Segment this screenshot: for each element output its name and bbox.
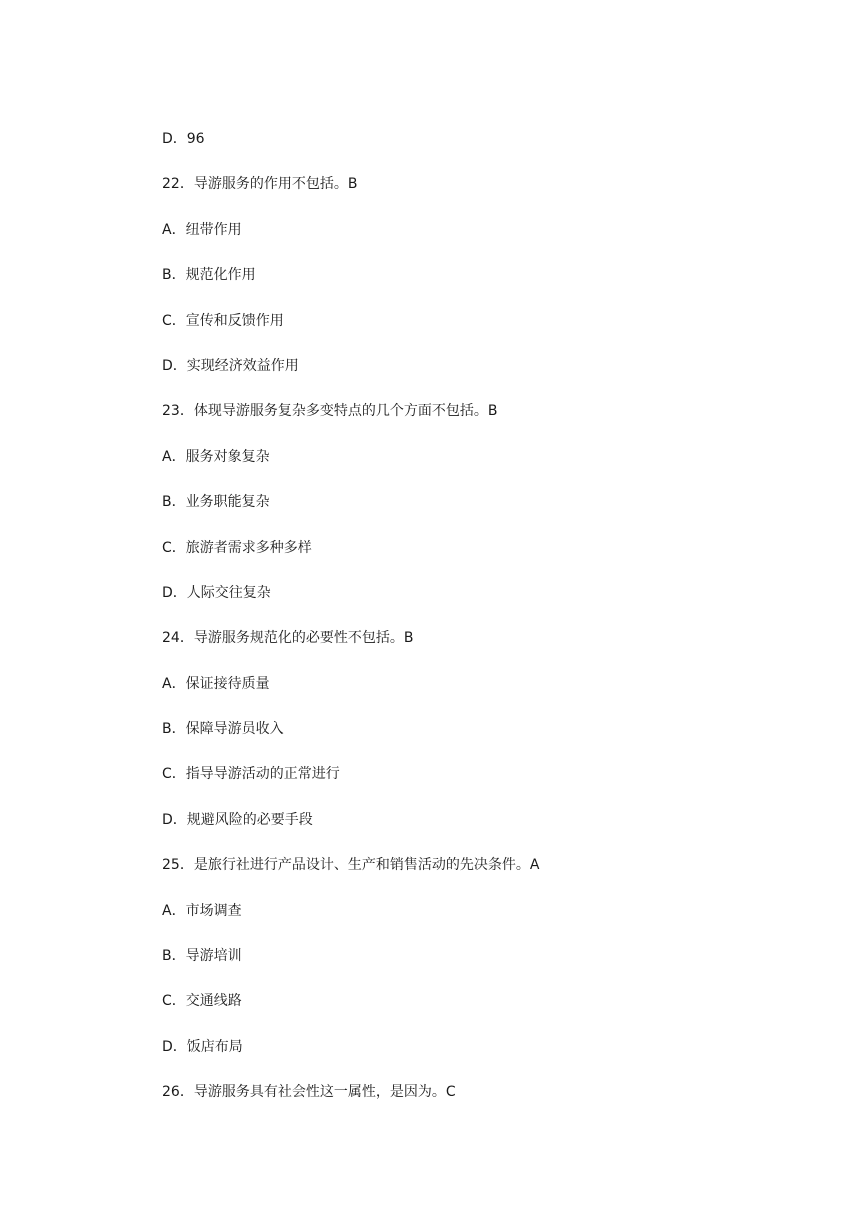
question-25: 25．是旅行社进行产品设计、生产和销售活动的先决条件。A [162,857,540,874]
answer-option: A．市场调查 [162,902,242,919]
answer-option: D．规避风险的必要手段 [162,811,313,828]
answer-option: C．交通线路 [162,993,242,1010]
question-23: 23．体现导游服务复杂多变特点的几个方面不包括。B [162,403,498,420]
question-list [162,128,822,1127]
answer-option: B．导游培训 [162,948,242,965]
answer-option: C．宣传和反馈作用 [162,312,284,329]
answer-option: B．保障导游员收入 [162,721,284,738]
answer-option: B．业务职能复杂 [162,494,270,511]
question-24: 24．导游服务规范化的必要性不包括。B [162,630,414,647]
answer-option: D．饭店布局 [162,1038,243,1055]
answer-option: D．人际交往复杂 [162,584,271,601]
answer-option: D．96 [162,131,205,147]
answer-option: A．保证接待质量 [162,675,270,692]
answer-option: B．规范化作用 [162,267,256,284]
answer-option: D．实现经济效益作用 [162,357,299,374]
answer-option: A．服务对象复杂 [162,448,270,465]
answer-option: C．旅游者需求多种多样 [162,539,312,556]
answer-option: A．纽带作用 [162,221,242,238]
question-26: 26．导游服务具有社会性这一属性，是因为。C [162,1084,456,1101]
question-22: 22．导游服务的作用不包括。B [162,176,358,193]
answer-option: C．指导导游活动的正常进行 [162,766,340,783]
